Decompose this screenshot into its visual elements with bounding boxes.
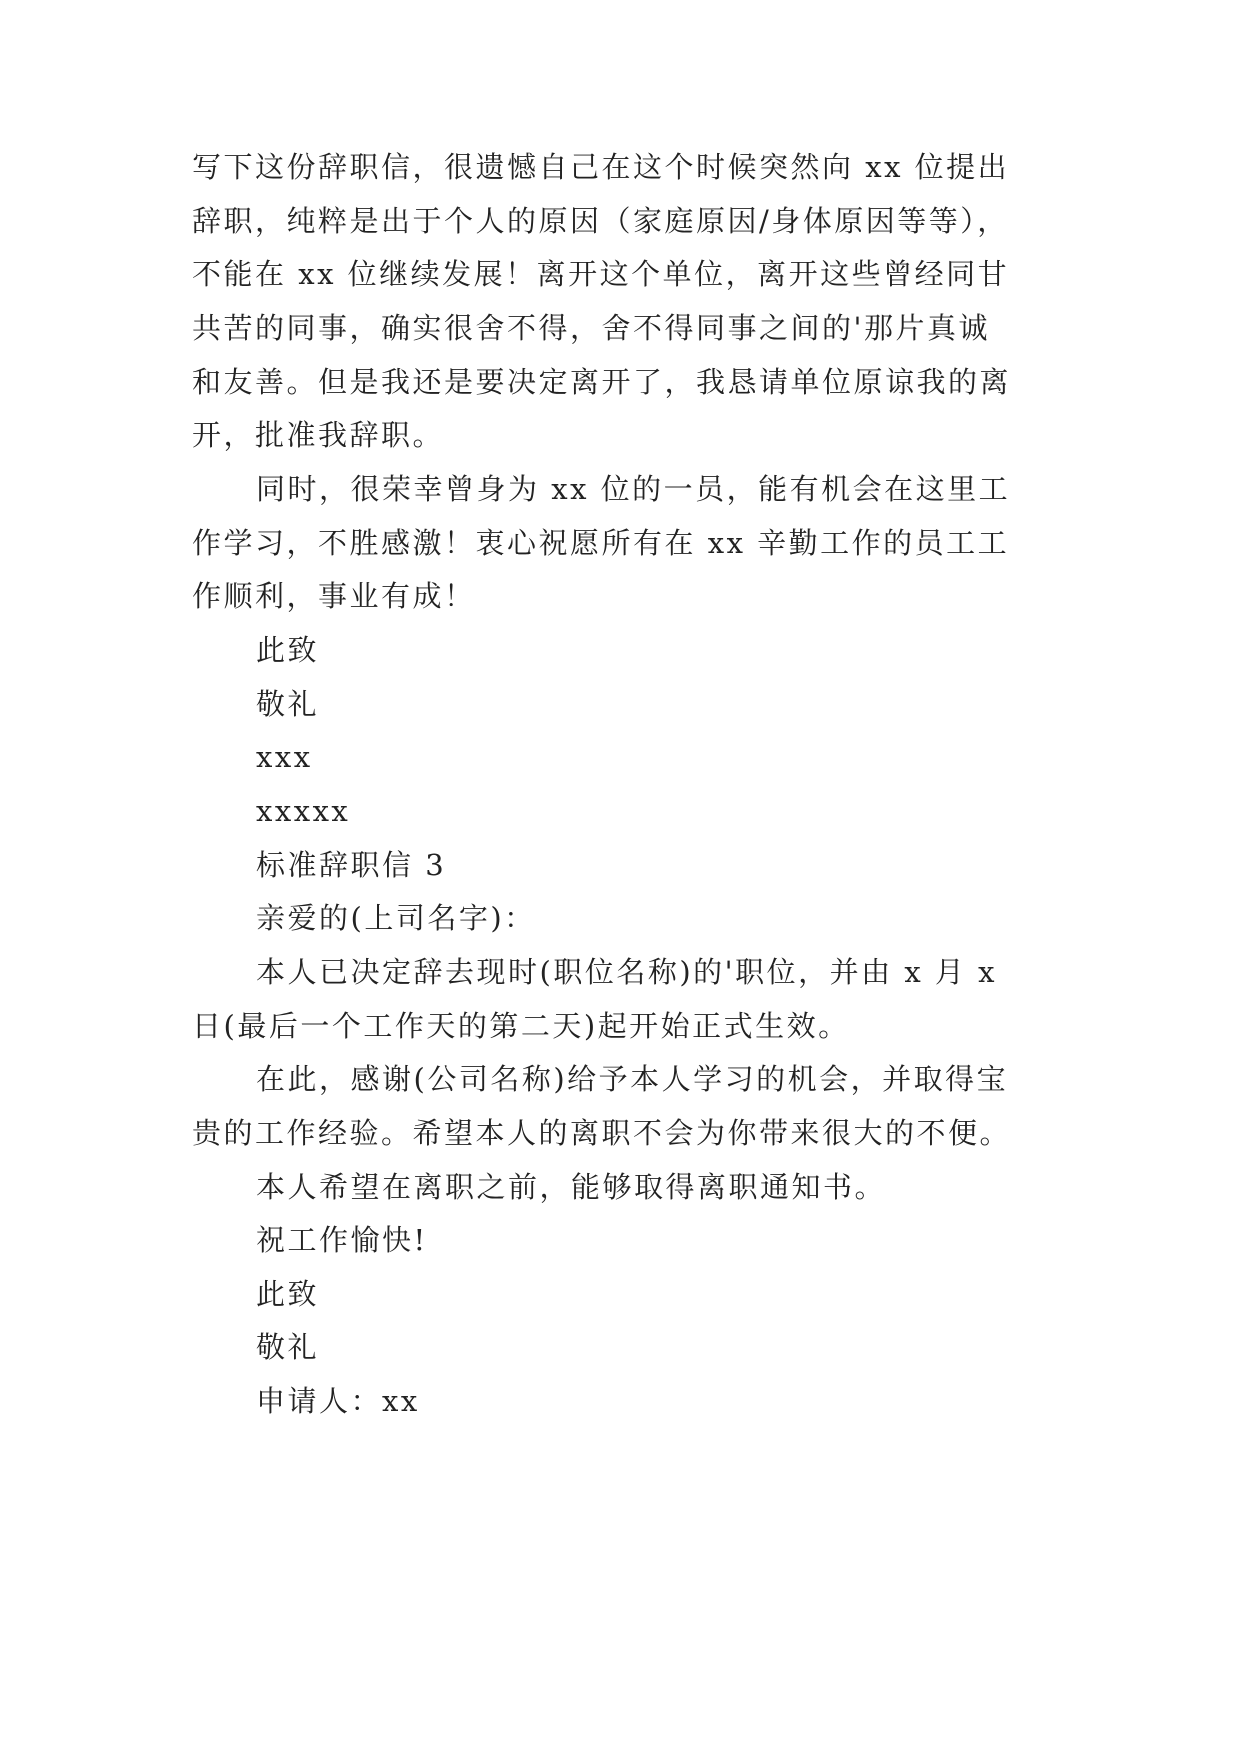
- letter-text-line: 和友善。但是我还是要决定离开了，我恳请单位原谅我的离: [192, 365, 1012, 399]
- letter-signature: xxx: [256, 740, 313, 774]
- letter-greeting: 亲爱的(上司名字)：: [256, 901, 536, 935]
- letter-text-line: 日(最后一个工作天的第二天)起开始正式生效。: [192, 1009, 850, 1043]
- letter-date: xxxxx: [256, 794, 351, 828]
- letter-salutation: 敬礼: [256, 687, 320, 721]
- letter-closing: 此致: [256, 1277, 320, 1311]
- letter-text-line: 辞职，纯粹是出于个人的原因（家庭原因/身体原因等等），: [192, 204, 1009, 238]
- letter-text-line: 不能在 xx 位继续发展！离开这个单位，离开这些曾经同甘: [192, 257, 1010, 291]
- letter-wish: 祝工作愉快!: [256, 1223, 428, 1257]
- letter-text-line: 写下这份辞职信，很遗憾自己在这个时候突然向 xx 位提出: [192, 150, 1010, 184]
- letter-text-line: 贵的工作经验。希望本人的离职不会为你带来很大的不便。: [192, 1116, 1012, 1150]
- letter-salutation: 敬礼: [256, 1330, 320, 1364]
- section-heading: 标准辞职信 3: [256, 848, 447, 882]
- letter-text-line: 作学习，不胜感激！衷心祝愿所有在 xx 辛勤工作的员工工: [192, 526, 1010, 560]
- letter-text-line: 在此，感谢(公司名称)给予本人学习的机会，并取得宝: [256, 1062, 1009, 1096]
- letter-text-line: 开，批准我辞职。: [192, 418, 445, 452]
- letter-closing: 此致: [256, 633, 320, 667]
- letter-text-line: 作顺利，事业有成！: [192, 579, 476, 613]
- letter-applicant: 申请人：xx: [256, 1384, 420, 1418]
- letter-text-line: 本人希望在离职之前，能够取得离职通知书。: [256, 1170, 887, 1204]
- letter-text-line: 本人已决定辞去现时(职位名称)的'职位，并由 x 月 x: [256, 955, 997, 989]
- letter-text-line: 共苦的同事，确实很舍不得，舍不得同事之间的'那片真诚: [192, 311, 990, 345]
- letter-text-line: 同时，很荣幸曾身为 xx 位的一员，能有机会在这里工: [256, 472, 1011, 506]
